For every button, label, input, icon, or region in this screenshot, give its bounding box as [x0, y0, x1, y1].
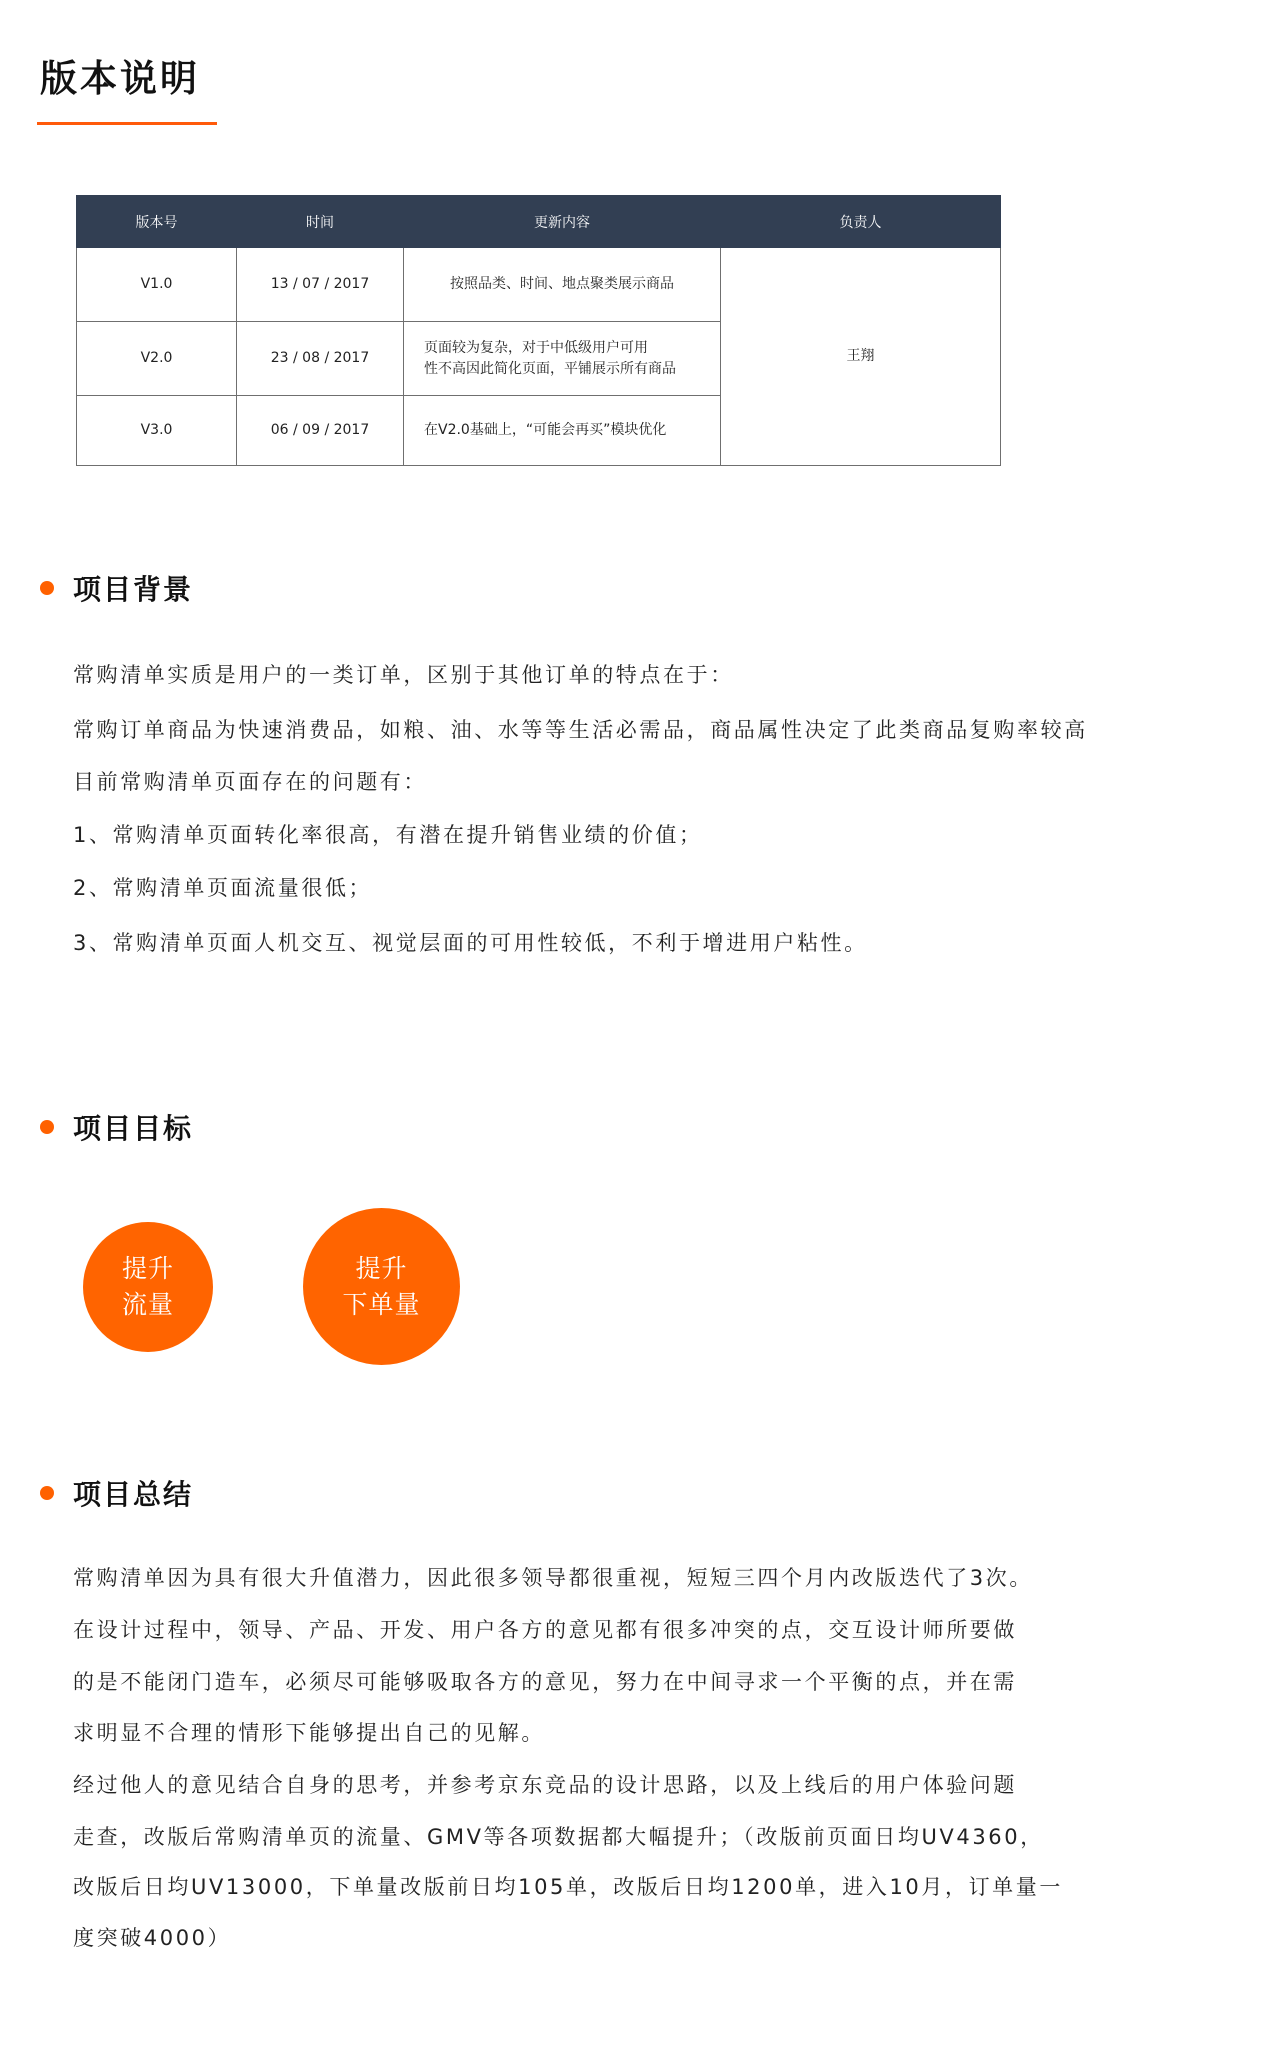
section-title: 项目目标 — [73, 1112, 194, 1145]
cell-date: 23 / 08 / 2017 — [237, 322, 404, 396]
cell-version: V3.0 — [77, 396, 237, 466]
summary-line: 度突破4000） — [73, 1926, 232, 1950]
table-header-row — [77, 196, 1001, 248]
section-title: 项目背景 — [73, 573, 194, 606]
cell-owner: 王翔 — [721, 248, 1001, 466]
goal-line: 下单量 — [342, 1289, 421, 1319]
goal-circle-traffic — [83, 1222, 213, 1352]
background-line: 1、常购清单页面转化率很高，有潜在提升销售业绩的价值； — [73, 823, 703, 847]
bullet-dot-icon — [40, 1120, 54, 1134]
cell-content-line: 性不高因此简化页面，平铺展示所有商品 — [424, 360, 676, 377]
section-background-heading — [40, 568, 193, 608]
goal-circle-orders — [303, 1208, 460, 1365]
section-title: 项目总结 — [73, 1478, 194, 1511]
summary-line: 经过他人的意见结合自身的思考，并参考京东竞品的设计思路，以及上线后的用户体验问题 — [73, 1773, 1017, 1797]
cell-date: 06 / 09 / 2017 — [237, 396, 404, 466]
header-version: 版本号 — [77, 196, 237, 248]
cell-version: V2.0 — [77, 322, 237, 396]
header-content: 更新内容 — [404, 196, 721, 248]
summary-line: 在设计过程中，领导、产品、开发、用户各方的意见都有很多冲突的点，交互设计师所要做 — [73, 1618, 1017, 1642]
summary-line: 常购清单因为具有很大升值潜力，因此很多领导都很重视，短短三四个月内改版迭代了3次。 — [73, 1566, 1033, 1590]
cell-content — [404, 248, 721, 322]
page-title: 版本说明 — [40, 57, 200, 100]
cell-content-line: 在V2.0基础上，“可能会再买”模块优化 — [424, 422, 667, 438]
goal-line: 流量 — [121, 1290, 174, 1319]
goal-line: 提升 — [355, 1253, 408, 1283]
cell-content-line: 页面较为复杂，对于中低级用户可用 — [424, 339, 648, 356]
table-row — [77, 248, 1001, 322]
background-line: 常购订单商品为快速消费品，如粮、油、水等等生活必需品，商品属性决定了此类商品复购率较高 — [73, 718, 1088, 742]
cell-content — [404, 322, 721, 396]
cell-content — [404, 396, 721, 466]
header-date: 时间 — [237, 196, 404, 248]
section-summary-heading — [40, 1473, 193, 1513]
bullet-dot-icon — [40, 581, 54, 595]
bullet-dot-icon — [40, 1486, 54, 1500]
cell-date: 13 / 07 / 2017 — [237, 248, 404, 322]
background-line: 2、常购清单页面流量很低； — [73, 876, 373, 900]
background-line: 3、常购清单页面人机交互、视觉层面的可用性较低，不利于增进用户粘性。 — [73, 931, 868, 955]
background-line: 目前常购清单页面存在的问题有： — [73, 770, 427, 794]
title-underline — [37, 122, 217, 125]
cell-version: V1.0 — [77, 248, 237, 322]
header-owner: 负责人 — [721, 196, 1001, 248]
summary-line: 的是不能闭门造车，必须尽可能够吸取各方的意见，努力在中间寻求一个平衡的点，并在需 — [73, 1670, 1017, 1694]
cell-content-line: 按照品类、时间、地点聚类展示商品 — [450, 276, 674, 292]
background-line: 常购清单实质是用户的一类订单，区别于其他订单的特点在于： — [73, 663, 734, 687]
summary-line: 改版后日均UV13000，下单量改版前日均105单，改版后日均1200单，进入10月，订单量一 — [73, 1875, 1063, 1899]
section-goals-heading — [40, 1107, 193, 1147]
goal-line: 提升 — [121, 1254, 174, 1283]
summary-line: 走查，改版后常购清单页的流量、GMV等各项数据都大幅提升；（改版前页面日均UV4360， — [73, 1825, 1044, 1849]
version-table — [76, 195, 1001, 466]
summary-line: 求明显不合理的情形下能够提出自己的见解。 — [73, 1721, 545, 1745]
